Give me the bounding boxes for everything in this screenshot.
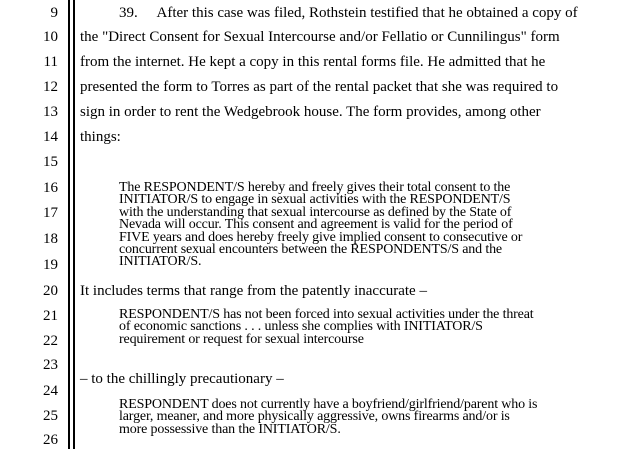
quote-line: RESPONDENT does not currently have a boyfriend/girlfriend/parent who is (119, 397, 538, 412)
paragraph-line: from the internet. He kept a copy in this rental forms file. He admitted that he (80, 54, 546, 70)
line-number: 22 (43, 333, 58, 349)
line-number: 17 (43, 205, 58, 221)
paragraph-line: the "Direct Consent for Sexual Intercourse and/or Fellatio or Cunnilingus" form (80, 29, 560, 45)
quote-line: Nevada will occur. This consent and agreement is valid for the period of (119, 217, 513, 233)
quote-line: INITIATOR/S to engage in sexual activities with the RESPONDENT/S (119, 192, 511, 208)
quote-line: requirement or request for sexual intercourse (119, 331, 364, 347)
paragraph-line: 39. After this case was filed, Rothstein testified that he obtained a copy of (119, 5, 578, 21)
quote-line: The RESPONDENT/S hereby and freely gives their total consent to the (119, 180, 511, 195)
quote-line: concurrent sexual encounters between the RESPONDENTS/S and the (119, 242, 502, 258)
line-number: 18 (43, 231, 58, 247)
quote-line: RESPONDENT/S has not been forced into sexual activities under the threat (119, 307, 534, 322)
line-number: 26 (43, 432, 58, 448)
quote-line: more possessive than the INITIATOR/S. (119, 421, 341, 437)
line-number: 13 (43, 104, 58, 120)
block-quote-firearms (119, 399, 537, 436)
quote-line: larger, meaner, and more physically aggressive, owns firearms and/or is (119, 409, 510, 425)
quote-line: with the understanding that sexual intercourse as defined by the State of (119, 204, 512, 220)
paragraph-line: things: (80, 129, 121, 145)
block-quote-economic (119, 309, 534, 346)
paragraph-line: presented the form to Torres as part of the rental packet that she was required to (80, 79, 559, 95)
line-number: 11 (43, 54, 58, 70)
left-margin-rule-inner (73, 0, 75, 449)
line-number: 20 (43, 283, 58, 299)
block-quote-consent (119, 182, 522, 269)
line-number: 15 (43, 154, 58, 170)
line-number: 16 (43, 180, 58, 196)
quote-line: FIVE years and does hereby freely give implied consent to consecutive or (119, 229, 523, 245)
paragraph-line: sign in order to rent the Wedgebrook house. The form provides, among other (80, 104, 541, 120)
quote-line: of economic sanctions . . . unless she complies with INITIATOR/S (119, 319, 483, 335)
line-number: 23 (43, 357, 58, 373)
line-number: 19 (43, 257, 58, 273)
line-number: 10 (43, 29, 58, 45)
left-margin-rule (68, 0, 70, 449)
line-number: 25 (43, 408, 58, 424)
intro-line-inaccurate: It includes terms that range from the patently inaccurate – (80, 283, 427, 299)
line-number: 21 (43, 308, 58, 324)
intro-line-precautionary: – to the chillingly precautionary – (80, 371, 284, 387)
line-number: 9 (50, 5, 58, 21)
line-number: 24 (43, 383, 58, 399)
line-number: 14 (43, 129, 58, 145)
quote-line: INITIATOR/S. (119, 254, 202, 270)
line-number: 12 (43, 79, 58, 95)
